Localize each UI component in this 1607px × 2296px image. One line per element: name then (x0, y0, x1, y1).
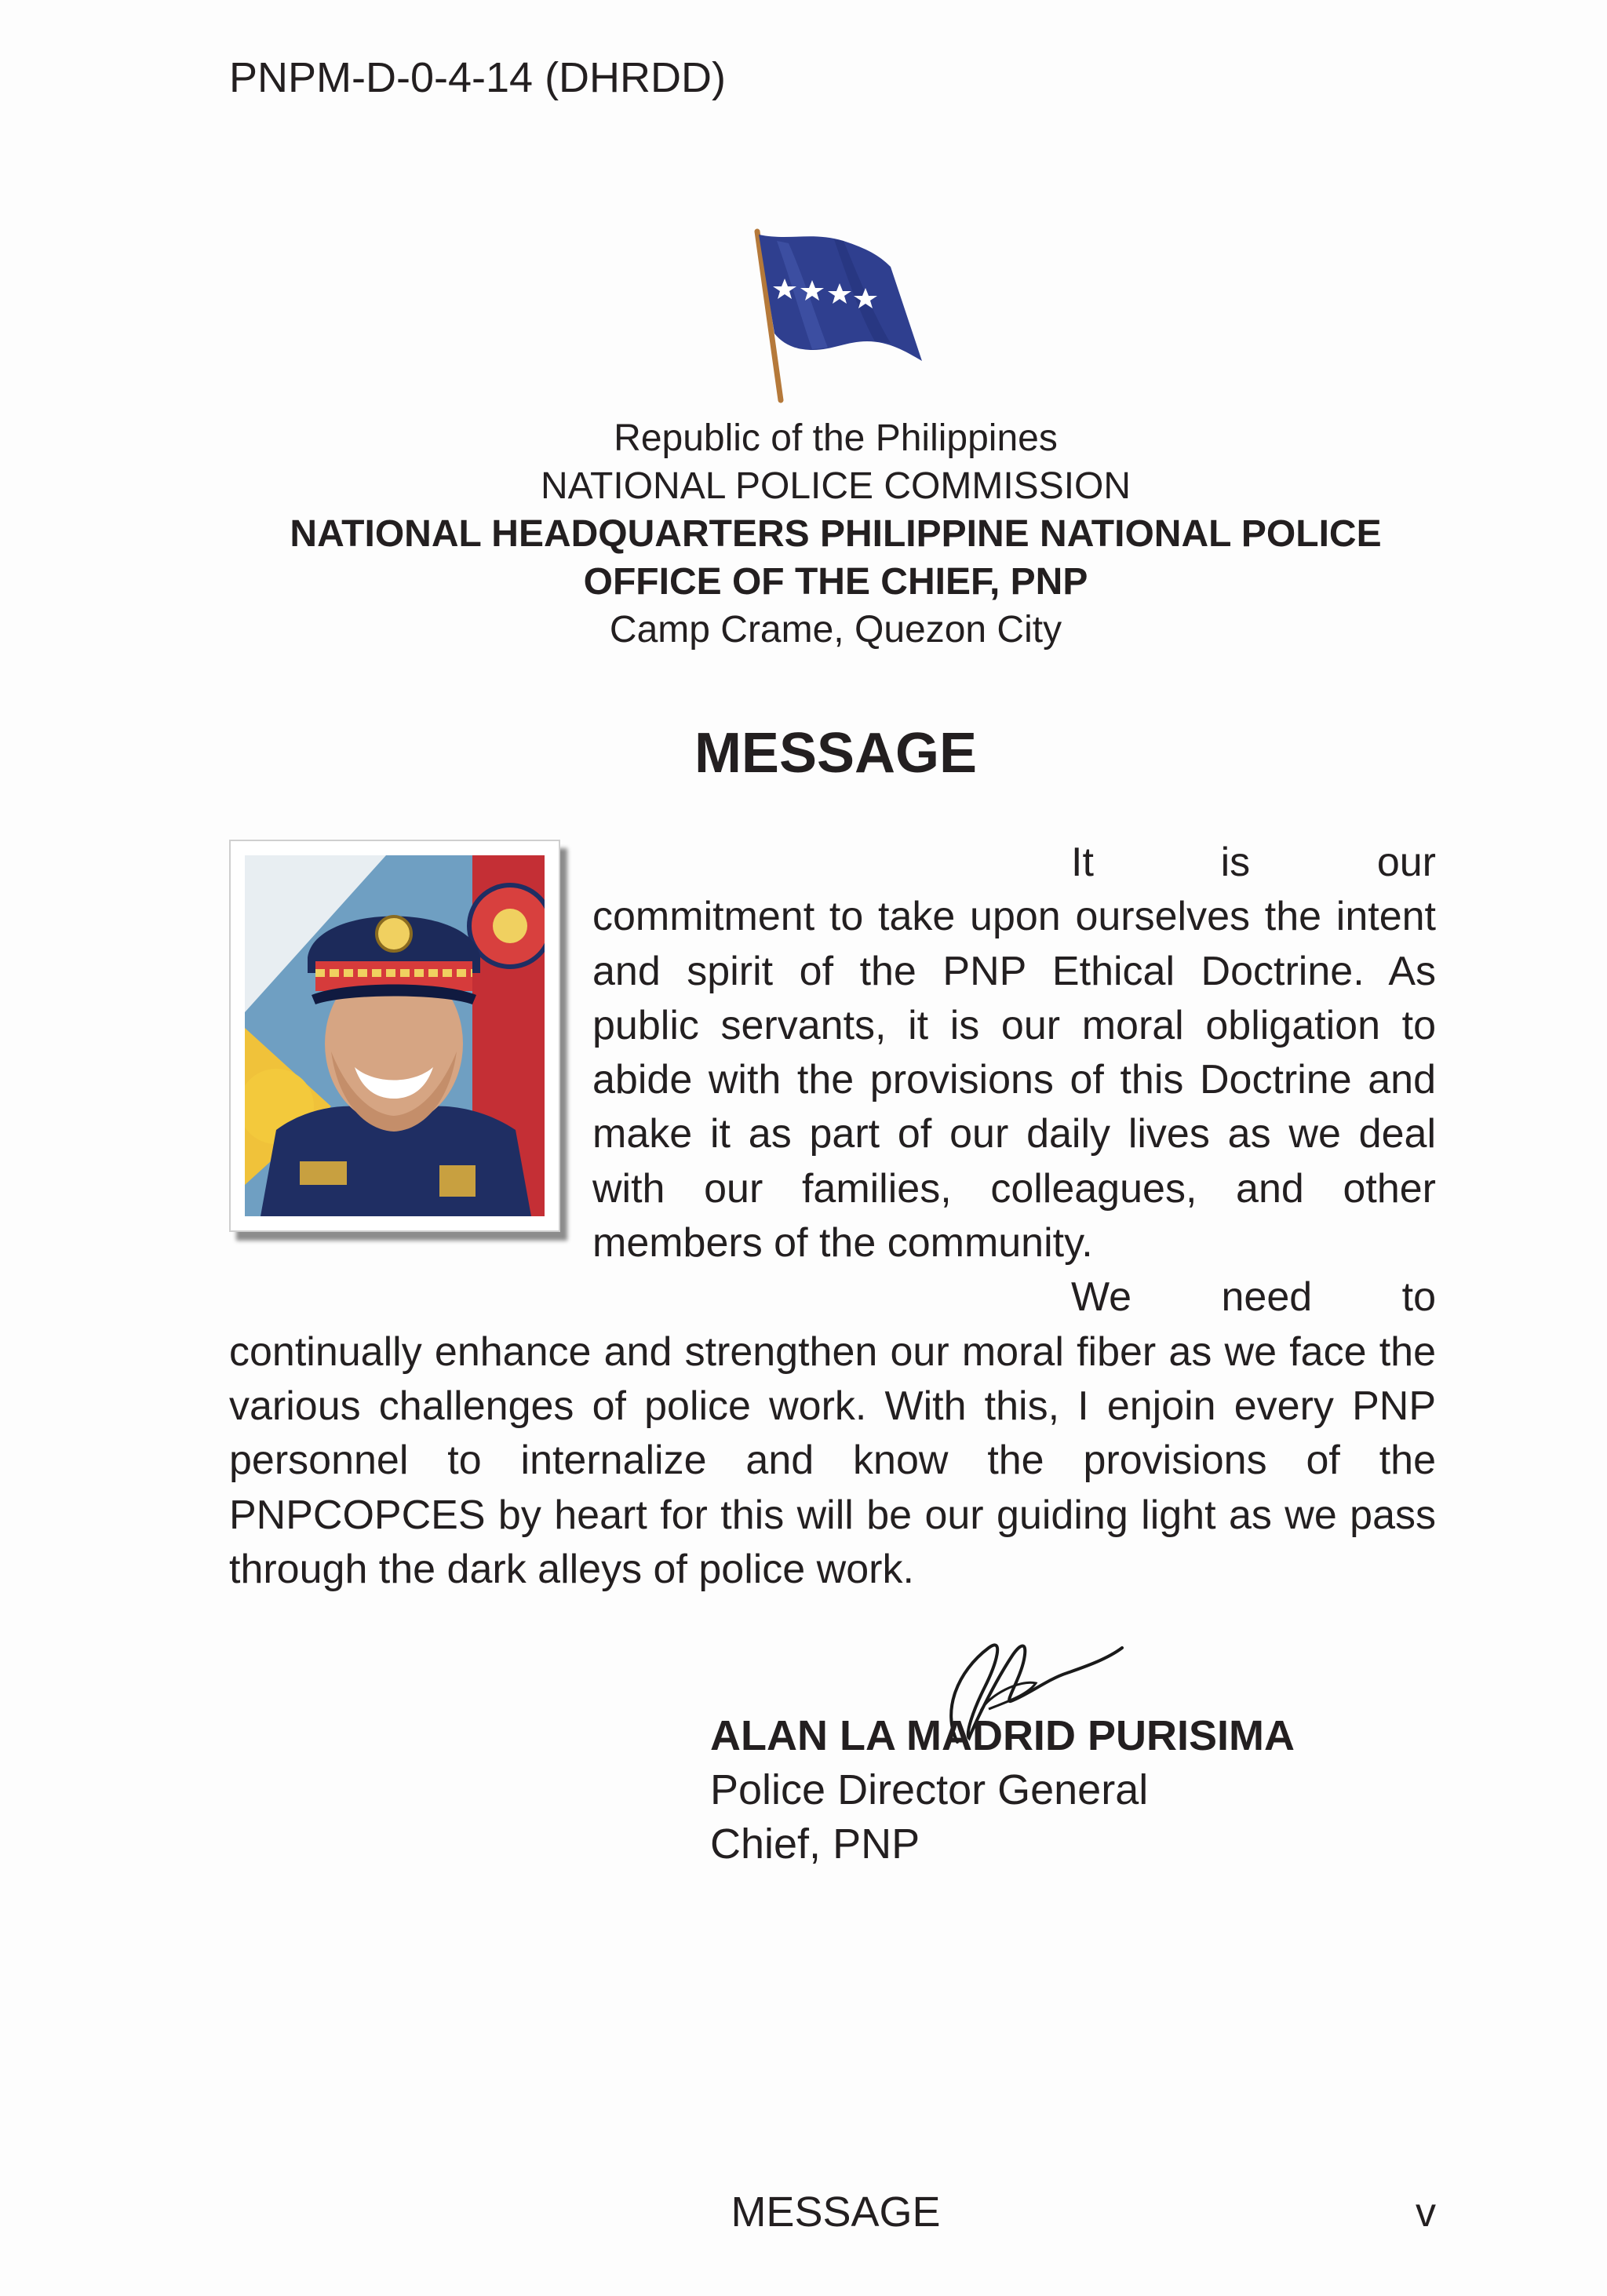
message-paragraph-2: We need to continually enhance and strengthen our moral fiber as we face the various challenges of police work. With this, I enjoin every PNP personnel to internalize and know the provisions of the PNPCOPCES by heart for this will be our guiding light as we pass through the dark alleys of police work. (229, 1274, 1436, 1592)
message-body (229, 836, 1436, 1597)
letterhead-headquarters: NATIONAL HEADQUARTERS PHILIPPINE NATIONAL POLICE (290, 513, 1382, 555)
letterhead-commission: NATIONAL POLICE COMMISSION (540, 465, 1131, 507)
letterhead-location: Camp Crame, Quezon City (609, 609, 1062, 651)
signatory-name: ALAN LA MADRID PURISIMA (710, 1712, 1295, 1759)
footer-title: MESSAGE (731, 2188, 941, 2236)
letterhead-office: OFFICE OF THE CHIEF, PNP (583, 561, 1088, 603)
message-paragraph-1: It is our commitment to take upon ourselves the intent and spirit of the PNP Ethical Doctrine. As public servants, it is our moral obligation to abide with the provisions of this Doctrine and make it as part of our daily lives as we deal with our families, colleagues, and other members of the community. (592, 840, 1436, 1266)
page-title: MESSAGE (694, 722, 978, 785)
signatory-rank: Police Director General (710, 1766, 1149, 1813)
document-code: PNPM-D-0-4-14 (DHRDD) (229, 54, 727, 101)
letterhead (0, 414, 1607, 654)
signatory-position: Chief, PNP (710, 1820, 920, 1868)
letterhead-republic: Republic of the Philippines (614, 417, 1058, 459)
signatory-block (710, 1709, 1295, 1871)
four-star-general-flag-icon (742, 224, 930, 404)
page-number: v (1416, 2190, 1436, 2236)
